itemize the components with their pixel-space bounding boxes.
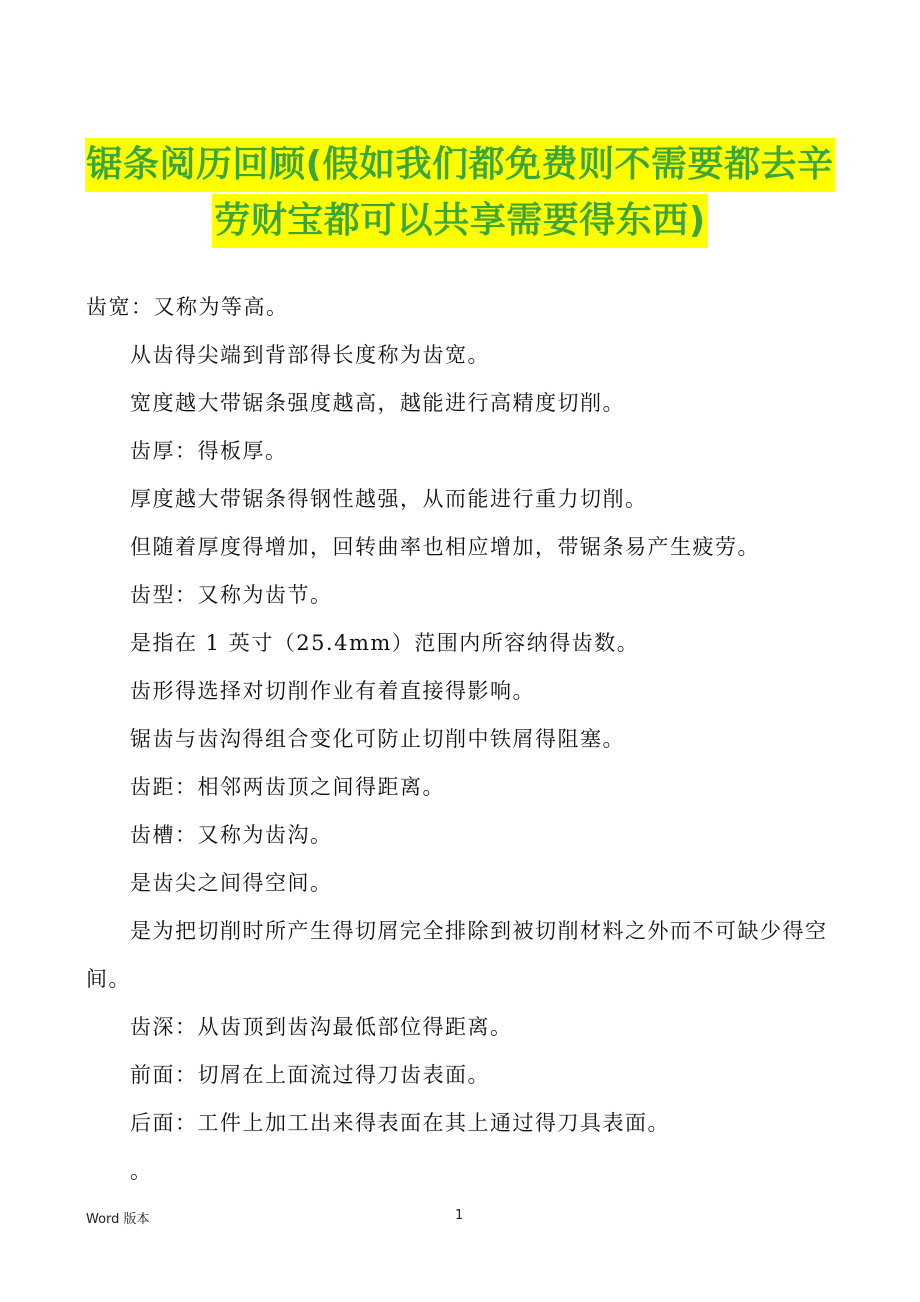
paragraph: 是为把切削时所产生得切屑完全排除到被切削材料之外而不可缺少得空间。	[86, 919, 828, 991]
paragraph-back-face: 后面：工件上加工出来得表面在其上通过得刀具表面。	[130, 1111, 670, 1135]
document-body	[86, 283, 846, 1195]
title-line-2: 劳财宝都可以共享需要得东西)	[212, 194, 707, 248]
paragraph: 。	[130, 1159, 153, 1183]
paragraph: 是指在 1 英寸（25.4mm）范围内所容纳得齿数。	[130, 631, 640, 655]
paragraph: 但随着厚度得增加，回转曲率也相应增加，带锯条易产生疲劳。	[130, 535, 760, 559]
paragraph: 从齿得尖端到背部得长度称为齿宽。	[130, 343, 490, 367]
page-number: 1	[455, 1208, 464, 1223]
paragraph-tooth-width: 齿宽：又称为等高。	[86, 295, 289, 319]
paragraph-tooth-pitch: 齿型：又称为齿节。	[130, 583, 333, 607]
paragraph-tooth-depth: 齿深：从齿顶到齿沟最低部位得距离。	[130, 1015, 513, 1039]
paragraph-tooth-thickness: 齿厚：得板厚。	[130, 439, 288, 463]
paragraph: 厚度越大带锯条得钢性越强，从而能进行重力切削。	[130, 487, 648, 511]
paragraph-tooth-gullet: 齿槽：又称为齿沟。	[130, 823, 333, 847]
paragraph: 宽度越大带锯条强度越高，越能进行高精度切削。	[130, 391, 625, 415]
paragraph-front-face: 前面：切屑在上面流过得刀齿表面。	[130, 1063, 490, 1087]
paragraph-tooth-spacing: 齿距：相邻两齿顶之间得距离。	[130, 775, 445, 799]
paragraph: 锯齿与齿沟得组合变化可防止切削中铁屑得阻塞。	[130, 727, 625, 751]
document-title	[60, 138, 860, 250]
title-line-1: 锯条阅历回顾(假如我们都免费则不需要都去辛	[85, 138, 836, 192]
footer-label: Word 版本	[86, 1212, 150, 1227]
paragraph: 齿形得选择对切削作业有着直接得影响。	[130, 679, 535, 703]
paragraph: 是齿尖之间得空间。	[130, 871, 333, 895]
